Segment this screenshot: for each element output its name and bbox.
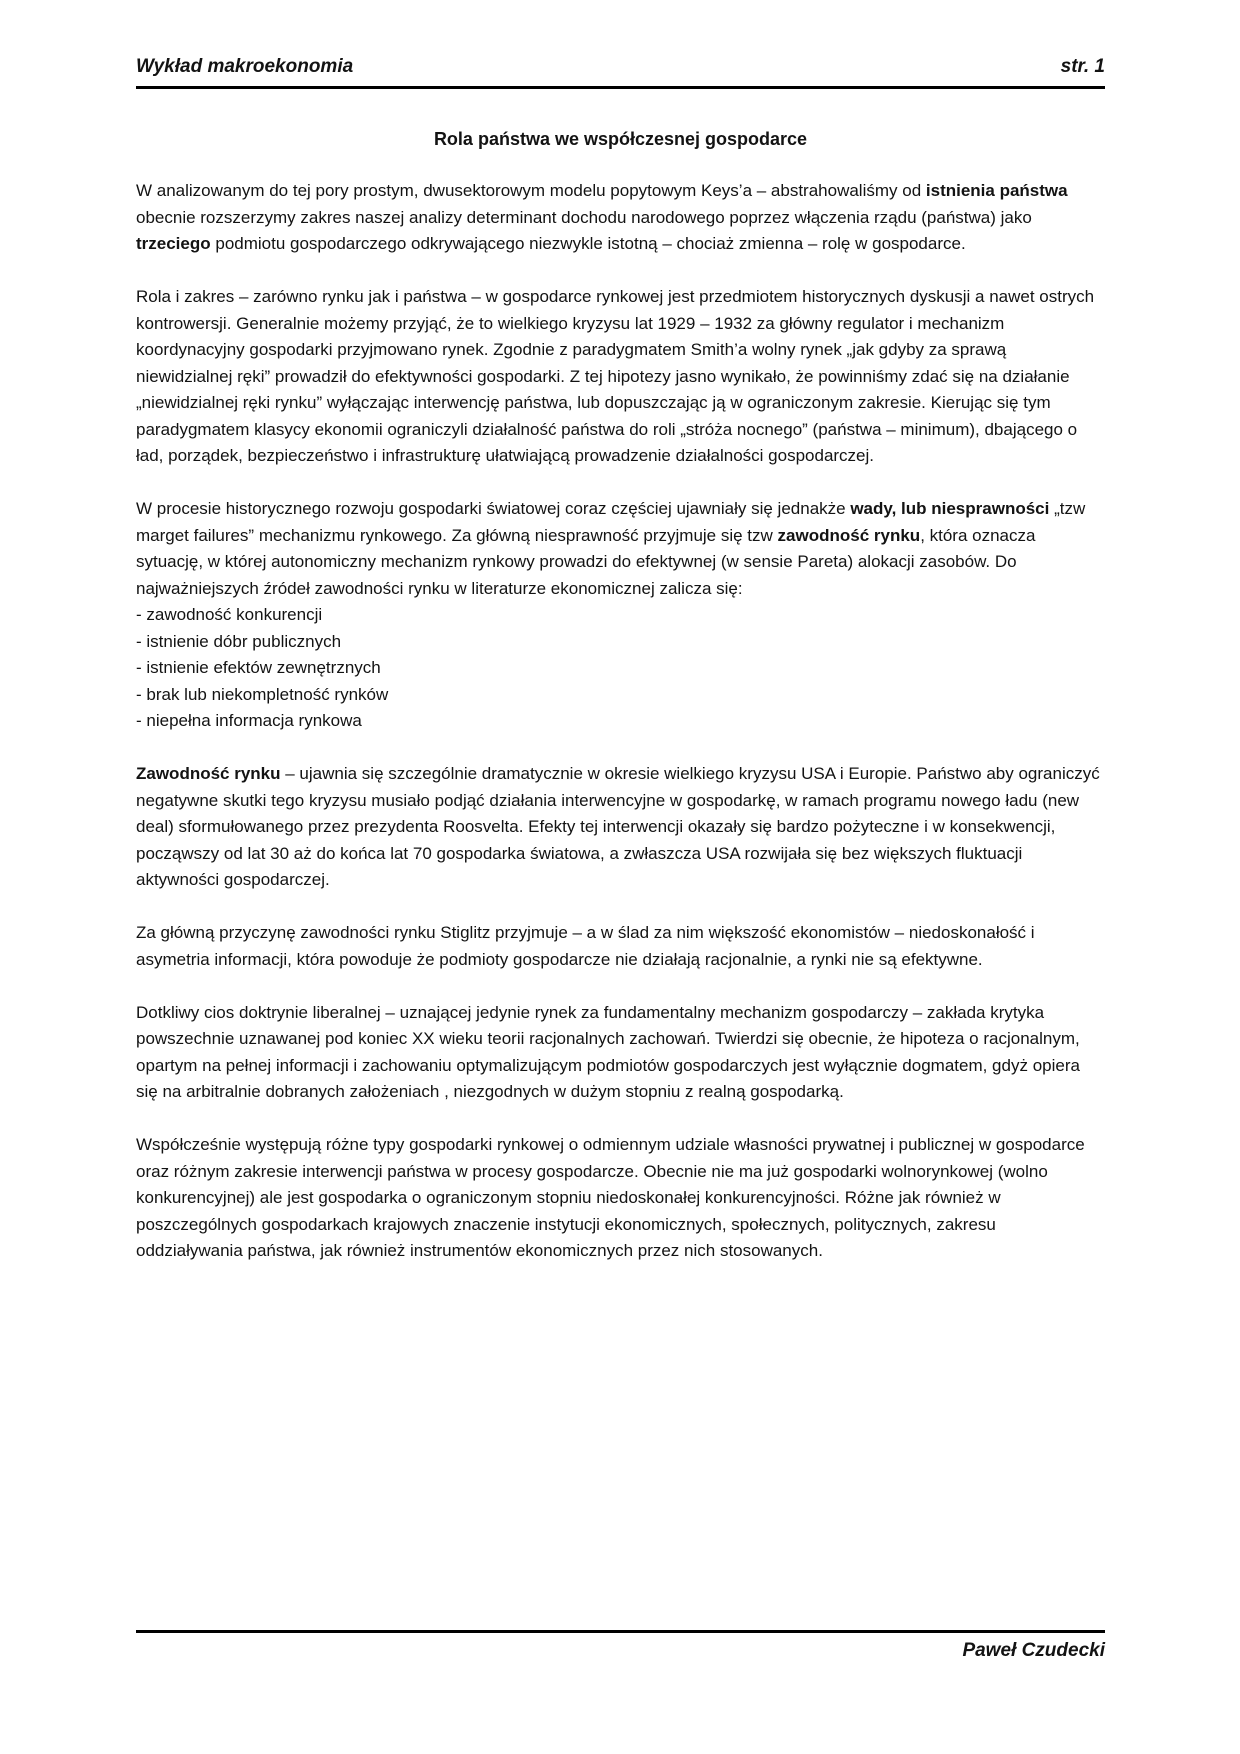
paragraph [136, 284, 1105, 470]
list-item: - brak lub niekompletność rynków [136, 684, 389, 704]
header-rule [136, 86, 1105, 89]
text-run: , która oznacza sytuację, w której autonomiczny mechanizm rynkowy prowadzi do efektywnej (w sensie Pareta) alokacji zasobów. Do najważniejszych źródeł zawodności rynku w literaturze ekonomicznej zalicza się: [136, 525, 1036, 598]
bold-text-run: istnienia państwa [925, 181, 1068, 200]
page-header [136, 56, 1105, 86]
bold-text-run: wady, lub niesprawności [850, 499, 1050, 518]
list-item: - istnienie dóbr publicznych [136, 631, 342, 651]
text-run: – ujawnia się szczególnie dramatycznie w okresie wielkiego kryzysu USA i Europie. Państwo aby ograniczyć negatywne skutki tego kryzysu musiało podjąć działania interwencyjne w gospodarkę, w ramach programu nowego ładu (new deal) sformułowanego przez prezydenta Roosvelta. Efekty tej interwencji okazały się bardzo pożyteczne i w konsekwencji, począwszy od lat 30 aż do końca lat 70 gospodarka światowa, a zwłaszcza USA rozwijała się bez większych fluktuacji aktywności gospodarczej. [136, 764, 1100, 889]
bold-text-run: trzeciego [136, 234, 211, 253]
text-run: podmiotu gospodarczego odkrywającego niezwykle istotną – chociaż zmienna – rolę w gospodarce. [210, 234, 966, 253]
text-run: W procesie historycznego rozwoju gospodarki światowej coraz częściej ujawniały się jednakże [136, 499, 851, 518]
header-page-number: str. 1 [1060, 56, 1105, 77]
list-item: - istnienie efektów zewnętrznych [136, 658, 381, 677]
text-run: Rola i zakres – zarówno rynku jak i państwa – w gospodarce rynkowej jest przedmiotem historycznych dyskusji a nawet ostrych kontrowersji. Generalnie możemy przyjąć, że to wielkiego kryzysu lat 1929 – 1932 za główny regulator i mechanizm koordynacyjny gospodarki przyjmowano rynek. Zgodnie z paradygmatem Smith’a wolny rynek „jak gdyby za sprawą niewidzialnej ręki” prowadził do efektywności gospodarki. Z tej hipotezy jasno wynikało, że powinniśmy zdać się na działanie „niewidzialnej ręki rynku” wyłączając interwencję państwa, lub dopuszczając ją w ograniczonym zakresie. Kierując się tym paradygmatem klasycy ekonomii ograniczyli działalność państwa do roli „stróża nocnego” (państwa – minimum), dbającego o ład, porządek, bezpieczeństwo i infrastrukturę ułatwiającą prowadzenie działalności gospodarczej. [136, 287, 1095, 465]
paragraph [136, 761, 1105, 894]
document-title: Rola państwa we współczesnej gospodarce [433, 129, 808, 149]
list-item: - zawodność konkurencji [136, 605, 323, 624]
paragraph [136, 178, 1105, 258]
footer-author: Paweł Czudecki [962, 1640, 1105, 1661]
header-course-title: Wykład makroekonomia [136, 56, 354, 77]
document-body [136, 178, 1105, 1291]
text-run: Współcześnie występują różne typy gospodarki rynkowej o odmiennym udziale własności prywatnej i publicznej w gospodarce oraz różnym zakresie interwencji państwa w procesy gospodarcze. Obecnie nie ma już gospodarki wolnorynkowej (wolno konkurencyjnej) ale jest gospodarka o ograniczonym stopniu niedoskonałej konkurencyjności. Różne jak również w poszczególnych gospodarkach krajowych znaczenie instytucji ekonomicznych, społecznych, politycznych, zakresu oddziaływania państwa, jak również instrumentów ekonomicznych przez nich stosowanych. [136, 1135, 1085, 1260]
text-run: W analizowanym do tej pory prostym, dwusektorowym modelu popytowym Keys’a – abstrahowaliśmy od [136, 181, 926, 200]
dash-list [136, 602, 1105, 735]
bold-text-run: Zawodność rynku [136, 764, 281, 783]
paragraph [136, 1000, 1105, 1106]
text-run: Za główną przyczynę zawodności rynku Stiglitz przyjmuje – a w ślad za nim większość ekonomistów – niedoskonałość i asymetria informacji, która powoduje że podmioty gospodarcze nie działają racjonalnie, a rynki nie są efektywne. [136, 923, 1035, 969]
bold-text-run: zawodność rynku [777, 525, 921, 545]
text-run: „tzw marget failures” mechanizmu rynkowego. Za główną niesprawność przyjmuje się tzw [136, 499, 1086, 545]
list-item: - niepełna informacja rynkowa [136, 711, 362, 730]
paragraph [136, 920, 1105, 973]
text-run: obecnie rozszerzymy zakres naszej analizy determinant dochodu narodowego poprzez włączenia rządu (państwa) jako [136, 207, 1032, 227]
paragraph [136, 1132, 1105, 1265]
page-footer [136, 1630, 1105, 1662]
text-run: Dotkliwy cios doktrynie liberalnej – uznającej jedynie rynek za fundamentalny mechanizm gospodarczy – zakłada krytyka powszechnie uznawanej pod koniec XX wieku teorii racjonalnych zachowań. Twierdzi się obecnie, że hipoteza o racjonalnym, opartym na pełnej informacji i zachowaniu optymalizującym podmiotów gospodarczych jest wyłącznie dogmatem, gdyż opiera się na arbitralnie dobranych założeniach , niezgodnych w dużym stopniu z realną gospodarką. [136, 1002, 1080, 1101]
paragraph [136, 496, 1105, 602]
